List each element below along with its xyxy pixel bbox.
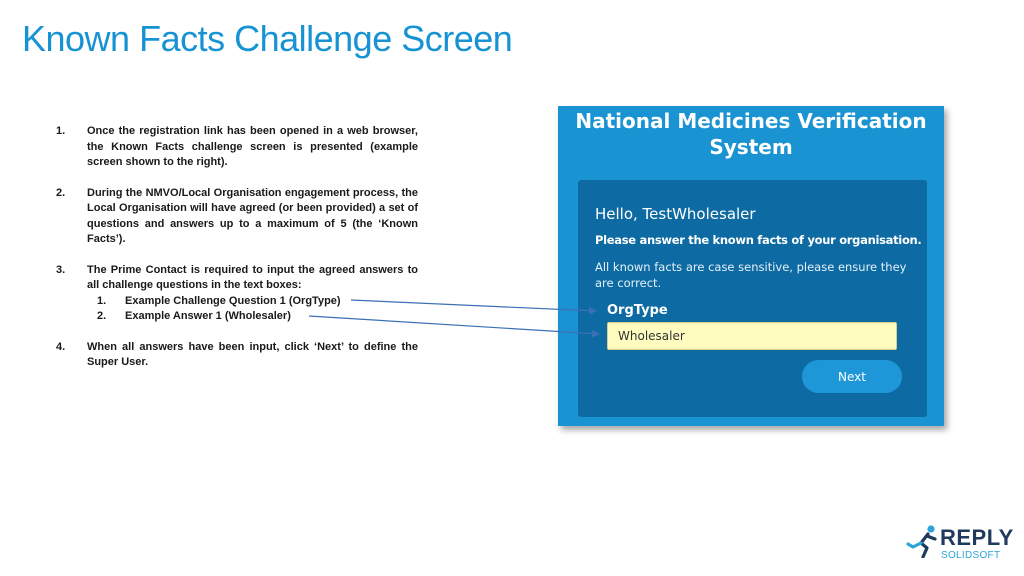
reply-solidsoft-logo bbox=[906, 524, 1014, 564]
step-number: 1. bbox=[56, 125, 66, 137]
slide-title: Known Facts Challenge Screen bbox=[22, 18, 513, 59]
app-title-line: System bbox=[709, 135, 793, 159]
step-number: 4. bbox=[56, 340, 66, 353]
logo-subtext: SOLIDSOFT bbox=[941, 550, 1001, 561]
orgtype-input[interactable] bbox=[607, 322, 897, 350]
step-number: 2. bbox=[56, 186, 66, 199]
case-sensitive-note: All known facts are case sensitive, please ensure they are correct. bbox=[595, 260, 907, 290]
app-screenshot bbox=[558, 106, 944, 426]
step-number: 3. bbox=[56, 263, 66, 276]
sub-step-item bbox=[87, 309, 418, 325]
orgtype-label: OrgType bbox=[607, 303, 668, 318]
step-text: Once the registration link has been opened in a web browser, the Known Facts challenge screen is presented (example screen shown to the right). bbox=[87, 125, 418, 168]
logo-wordmark: REPLY bbox=[940, 525, 1014, 550]
app-title-line: National Medicines Verification bbox=[575, 109, 927, 133]
step-item bbox=[56, 340, 418, 371]
step-item bbox=[56, 124, 418, 171]
step-text: The Prime Contact is required to input the agreed answers to all challenge questions in the text boxes: bbox=[87, 263, 418, 291]
sub-step-number: 2. bbox=[97, 310, 107, 322]
instruction-steps bbox=[56, 124, 418, 386]
step-text: When all answers have been input, click ‘Next’ to define the Super User. bbox=[87, 340, 418, 368]
sub-step-text: Example Challenge Question 1 (OrgType) bbox=[125, 294, 341, 307]
instruction-text: Please answer the known facts of your organisation. bbox=[595, 233, 922, 247]
app-title bbox=[558, 108, 944, 160]
running-figure-icon bbox=[906, 524, 940, 558]
greeting-text: Hello, TestWholesaler bbox=[595, 205, 756, 223]
known-facts-card bbox=[578, 180, 927, 417]
step-text: During the NMVO/Local Organisation engagement process, the Local Organisation will have agreed (or been provided) a set of questions and answers up to a maximum of 5 (the ‘Known Facts’). bbox=[87, 186, 418, 245]
step-item bbox=[56, 263, 418, 325]
sub-step-text: Example Answer 1 (Wholesaler) bbox=[125, 310, 291, 322]
next-button[interactable]: Next bbox=[802, 360, 902, 393]
step-item bbox=[56, 186, 418, 248]
sub-step-number: 1. bbox=[97, 294, 107, 307]
sub-step-item bbox=[87, 294, 418, 310]
